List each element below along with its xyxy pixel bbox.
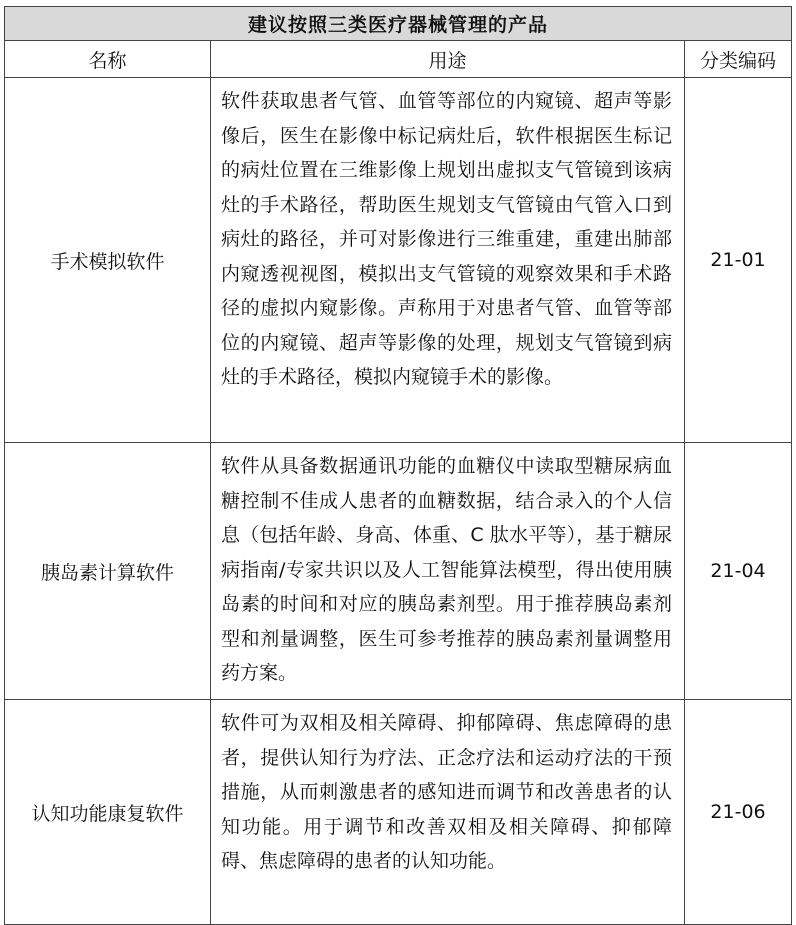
title-row <box>5 7 792 41</box>
product-use: 软件可为双相及相关障碍、抑郁障碍、焦虑障碍的患者，提供认知行为疗法、正念疗法和运动疗法的干预措施，从而刺激患者的感知进而调节和改善患者的认知功能。用于调节和改善双相及相关障碍、抑郁障碍、焦虑障碍的患者的认知功能。 <box>211 700 685 925</box>
table-title: 建议按照三类医疗器械管理的产品 <box>5 7 792 41</box>
header-use: 用途 <box>211 41 685 78</box>
product-code: 21-06 <box>685 700 792 925</box>
header-row <box>5 41 792 78</box>
header-code: 分类编码 <box>685 41 792 78</box>
product-use: 软件从具备数据通讯功能的血糖仪中读取型糖尿病血糖控制不佳成人患者的血糖数据，结合录入的个人信息（包括年龄、身高、体重、C 肽水平等），基于糖尿病指南/专家共识以及人工智能算法模型，得出使用胰岛素的时间和对应的胰岛素剂型。用于推荐胰岛素剂型和剂量调整，医生可参考推荐的胰岛素剂量调整用药方案。 <box>211 443 685 700</box>
table-row <box>5 443 792 700</box>
product-name: 手术模拟软件 <box>5 78 211 443</box>
product-code: 21-01 <box>685 78 792 443</box>
product-table <box>4 6 792 925</box>
table-row <box>5 700 792 925</box>
product-name: 胰岛素计算软件 <box>5 443 211 700</box>
table-row <box>5 78 792 443</box>
product-name: 认知功能康复软件 <box>5 700 211 925</box>
product-code: 21-04 <box>685 443 792 700</box>
header-name: 名称 <box>5 41 211 78</box>
product-use: 软件获取患者气管、血管等部位的内窥镜、超声等影像后，医生在影像中标记病灶后，软件根据医生标记的病灶位置在三维影像上规划出虚拟支气管镜到该病灶的手术路径，帮助医生规划支气管镜由气管入口到病灶的路径，并可对影像进行三维重建，重建出肺部内窥透视视图，模拟出支气管镜的观察效果和手术路径的虚拟内窥影像。声称用于对患者气管、血管等部位的内窥镜、超声等影像的处理，规划支气管镜到病灶的手术路径，模拟内窥镜手术的影像。 <box>211 78 685 443</box>
